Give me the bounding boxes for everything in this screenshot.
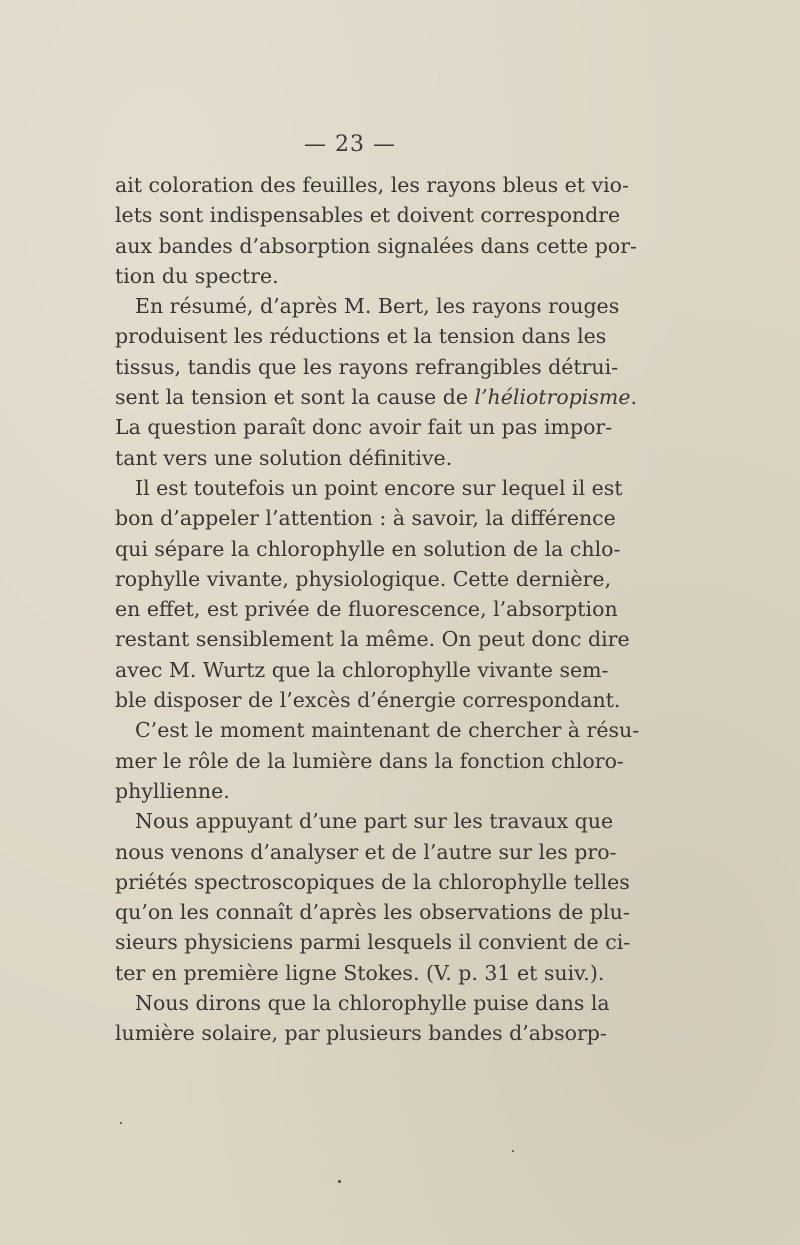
text-line: lets sont indispensables et doivent correspondre — [115, 203, 621, 228]
text-line: avec M. Wurtz que la chlorophylle vivante sem- — [115, 657, 609, 682]
text-line — [115, 382, 638, 412]
text-line: tissus, tandis que les rayons refrangibles détrui- — [115, 354, 619, 379]
text-line: Nous dirons que la chlorophylle puise dans la — [135, 991, 610, 1016]
text-line: ait coloration des feuilles, les rayons bleus et vio- — [115, 173, 629, 197]
text-line: aux bandes d’absorption signalées dans cette por- — [115, 233, 637, 258]
italic-term: l’héliotropisme — [474, 385, 631, 410]
text-line: Nous appuyant d’une part sur les travaux que — [135, 809, 614, 834]
text-line: qu’on les connaît d’après les observations de plu- — [115, 900, 630, 925]
text-fragment: sent la tension et sont la cause de — [115, 385, 475, 410]
text-line: Il est toutefois un point encore sur lequel il est — [135, 475, 623, 500]
text-line: C’est le moment maintenant de chercher à résu- — [135, 718, 640, 743]
text-line: bon d’appeler l’attention : à savoir, la différence — [115, 506, 616, 531]
text-line: lumière solaire, par plusieurs bandes d’absorp- — [115, 1021, 607, 1046]
text-line: rophylle vivante, physiologique. Cette dernière, — [115, 566, 612, 591]
text-line: tant vers une solution définitive. — [115, 445, 453, 470]
text-line: ble disposer de l’excès d’énergie correspondant. — [115, 688, 621, 713]
text-line: en effet, est privée de fluorescence, l’absorption — [115, 597, 618, 622]
text-line: La question paraît donc avoir fait un pas impor- — [115, 415, 613, 440]
text-line: phyllienne. — [115, 778, 230, 803]
text-line: qui sépare la chlorophylle en solution de la chlo- — [115, 536, 621, 561]
page-number: — 23 — — [304, 132, 396, 157]
paper-speck — [338, 1180, 341, 1183]
text-line: restant sensiblement la même. On peut donc dire — [115, 627, 630, 652]
body-text — [115, 170, 640, 1049]
text-line: En résumé, d’après M. Bert, les rayons rouges — [135, 294, 620, 319]
text-line: nous venons d’analyser et de l’autre sur les pro- — [115, 839, 617, 864]
paper-speck — [120, 1122, 122, 1124]
text-line: mer le rôle de la lumière dans la fonction chloro- — [115, 748, 624, 773]
text-fragment: . — [630, 385, 638, 410]
text-line: tion du spectre. — [115, 263, 279, 288]
text-line: priétés spectroscopiques de la chlorophylle telles — [115, 869, 630, 894]
text-line: produisent les réductions et la tension dans les — [115, 324, 607, 349]
text-line: ter en première ligne Stokes. (V. p. 31 et suiv.). — [115, 960, 605, 985]
text-line: sieurs physiciens parmi lesquels il convient de ci- — [115, 930, 631, 955]
paper-speck — [512, 1150, 514, 1152]
